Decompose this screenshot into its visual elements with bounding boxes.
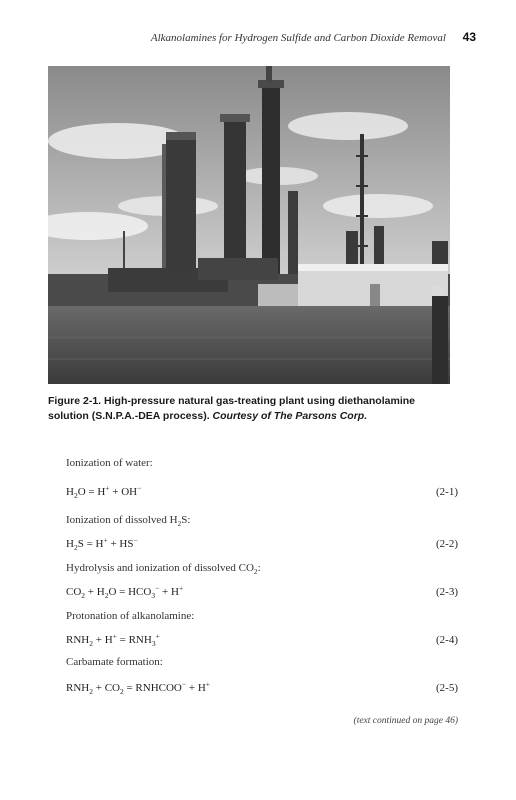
reaction-heading-2-1: Ionization of water:	[66, 457, 153, 469]
figure-courtesy: Courtesy of The Parsons Corp.	[212, 410, 368, 422]
equation-2-2: $H_2S = H^+ + HS^-$ (2-2)	[66, 535, 458, 553]
equation-2-3: $CO_2 + H_2O = HCO_3^- + H^+$ (2-3)	[66, 583, 458, 601]
equation-2-5: $RNH_2 + CO_2$ = RNHCOO− + H+ (2-5)	[66, 679, 458, 697]
equation-number: (2-5)	[436, 682, 458, 694]
figure-caption	[48, 394, 456, 424]
equation-2-1: $H_2O = H^+ + OH^-$ (2-1)	[66, 483, 458, 501]
reaction-heading-2-5: Carbamate formation:	[66, 656, 163, 668]
running-title: Alkanolamines for Hydrogen Sulfide and Carbon Dioxide Removal	[150, 32, 446, 44]
equation-number: (2-1)	[436, 486, 458, 498]
running-header	[40, 30, 476, 44]
reaction-heading-2-2: Ionization of dissolved $H_2S$:	[66, 514, 191, 529]
reaction-heading-2-4: Protonation of alkanolamine:	[66, 610, 195, 622]
continuation-note: (text continued on page 46)	[353, 716, 458, 726]
equation-number: (2-2)	[436, 538, 458, 550]
page-number: 43	[462, 30, 476, 44]
figure-label: Figure 2-1.	[48, 395, 102, 407]
equation-number: (2-4)	[436, 634, 458, 646]
equation-2-4: $RNH_2 + H^+ = RNH_3^+$ (2-4)	[66, 631, 458, 649]
equation-number: (2-3)	[436, 586, 458, 598]
plant-photograph	[48, 66, 450, 384]
figure-caption-text: High-pressure natural gas-treating plant using diethanolamine solution (S.N.P.A.-DEA process).	[48, 395, 415, 422]
reaction-heading-2-3: Hydrolysis and ionization of dissolved $CO_2$:	[66, 562, 261, 577]
